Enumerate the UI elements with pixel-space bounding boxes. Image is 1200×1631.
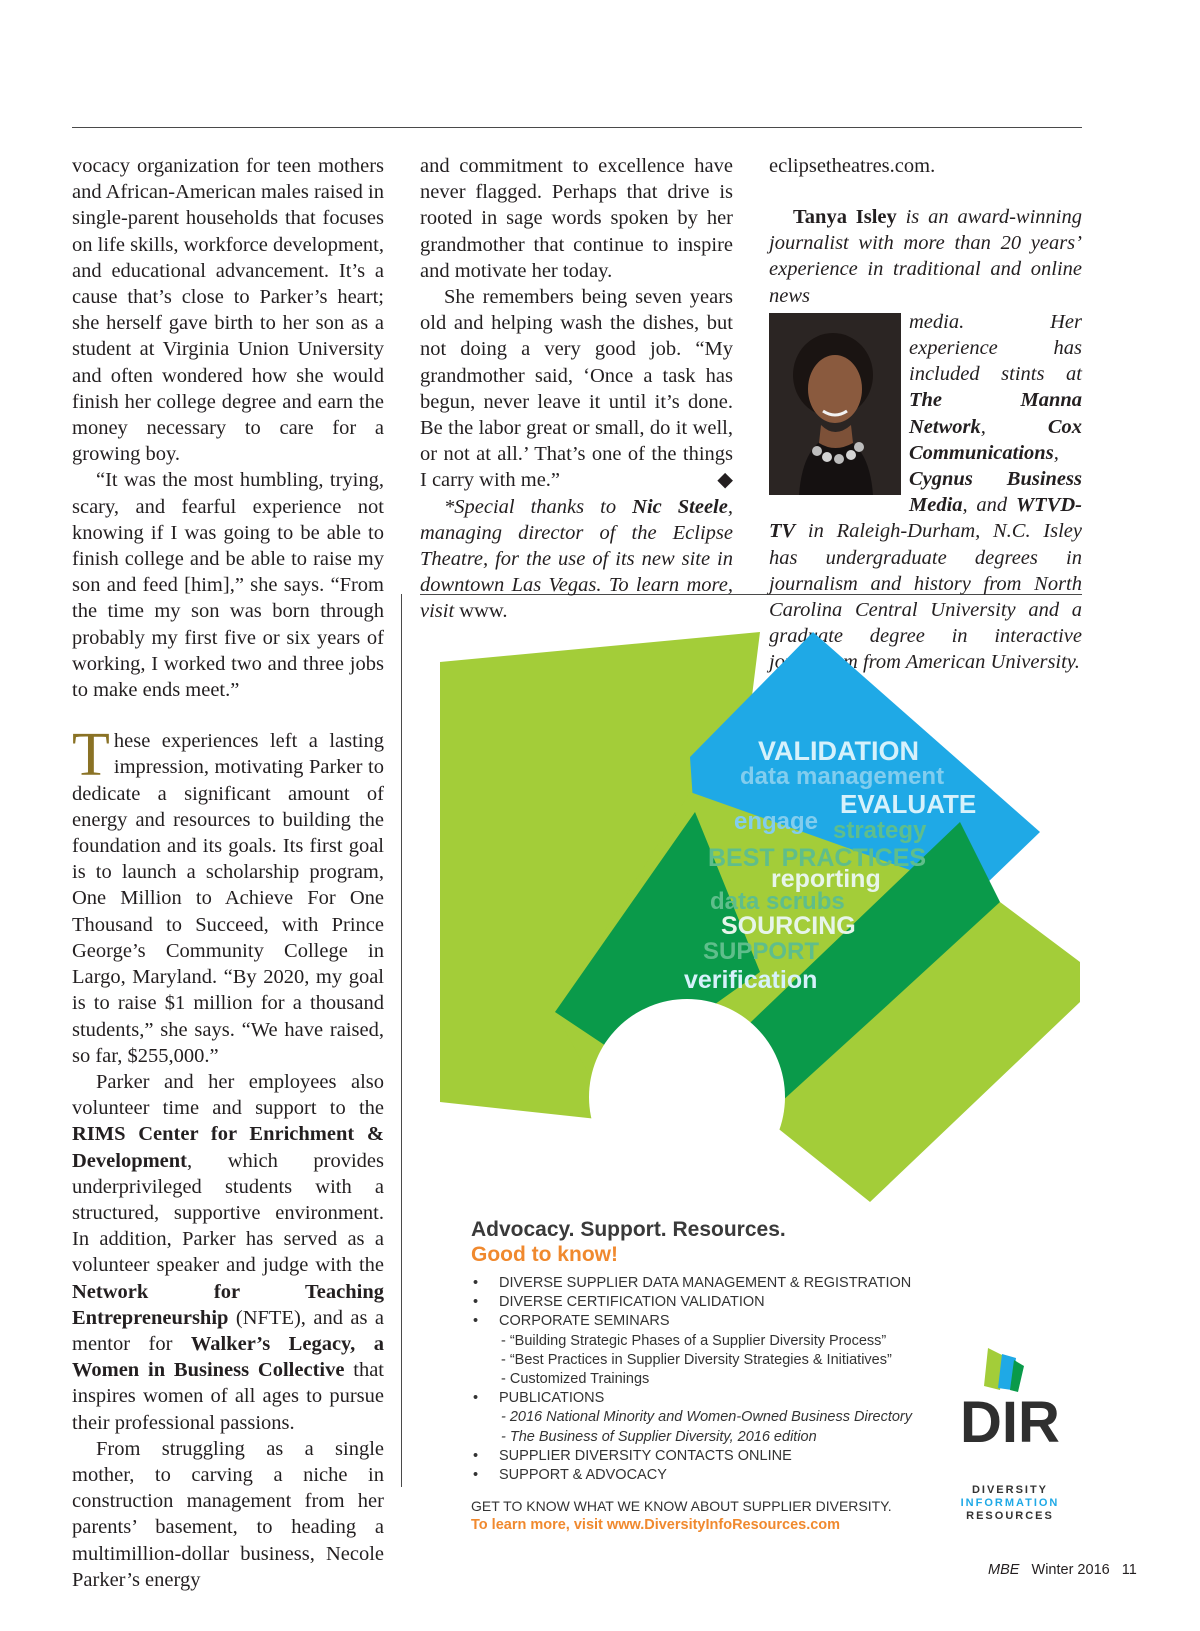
- ad-graphic: [440, 632, 1120, 1232]
- page-folio: [988, 1562, 1137, 1578]
- word-best-practices: BEST PRACTICES: [708, 844, 927, 872]
- col1-paragraph-3: These experiences left a lasting impression, motivating Parker to dedicate a significant amount of energy and resources to building the foundation and its goals. Its first goal is to launch a scholarship program, One Million to Achieve For One Thousand to Succeed, with Prince George’s Community College in Largo, Maryland. “By 2020, my goal is to raise $1 million for a thousand students,” she says. “We have raised, so far, $255,000.”: [72, 721, 384, 1067]
- col1-paragraph-4: Parker and her employees also volunteer time and support to the RIMS Center for Enrichment & Development, which provides underprivileged students with a structured, supportive environment. In addition, Parker has served as a volunteer speaker and judge with the Network for Teaching Entrepreneurship (NFTE), and as a mentor for Walker’s Legacy, a Women in Business Collective that inspires women of all ages to pursue their professional passions.: [72, 1070, 384, 1434]
- column-1: [72, 153, 384, 1593]
- list-item: • PUBLICATIONS: [471, 1389, 991, 1408]
- col1-paragraph-5: From struggling as a single mother, to carving a niche in construction management from her parents’ basement, to heading a multimillion-dollar business, Necole Parker’s energy: [72, 1437, 384, 1591]
- col1-paragraph-2: “It was the most humbling, trying, scary, and fearful experience not knowing if I was going to be able to finish college and be able to raise my son and feed [him],” she says. “From the time my son was born through probably my first five or six years of working, I worked two and three jobs to make ends meet.”: [72, 469, 384, 702]
- dir-logo-icon: [940, 1346, 1080, 1456]
- seminar-item: - Customized Trainings: [501, 1371, 650, 1388]
- publication-item: - 2016 National Minority and Women-Owned Business Directory: [501, 1409, 913, 1426]
- word-support: SUPPORT: [703, 938, 820, 965]
- dir-logo-name: DIVERSITY INFORMATION RESOURCES: [960, 1484, 1060, 1522]
- author-photo: [769, 313, 901, 495]
- col1-paragraph-1: vocacy organization for teen mothers and African-American males raised in single-parent households that focuses on life skills, workforce development, and educational advancement. It’s a cause that’s close to Parker’s heart; she herself gave birth to her son as a student at Virginia Union University and often wondered how she would finish her college degree and earn the money necessary to care for a growing boy.: [72, 155, 384, 466]
- column-divider: [401, 594, 402, 1487]
- thanks-note: *Special thanks to Nic Steele, managing director of the Eclipse Theatre, for the use of its new site in downtown Las Vegas. To learn more, visit www.: [420, 495, 733, 623]
- magazine-name: MBE: [988, 1562, 1020, 1578]
- page-number: 11: [1121, 1562, 1137, 1578]
- column-2: [420, 153, 733, 625]
- dir-mark: DIR: [960, 1390, 1060, 1455]
- seminar-item: - “Building Strategic Phases of a Supplier Diversity Process”: [501, 1332, 887, 1349]
- ad-subtitle: Good to know!: [471, 1243, 618, 1266]
- ad-title: Advocacy. Support. Resources.: [471, 1218, 786, 1241]
- eclipse-url: eclipsetheatres.com.: [769, 155, 936, 177]
- bio-remainder: media. Her experience has included stints at The Manna Network, Cox Communications, Cygnus Business Media, and WTVD-TV in Raleigh-Durham, N.C. Isley has undergraduate degrees in journalism and history from North Carolina Central University and a graduate degree in interactive journalism from American University.: [769, 310, 1082, 674]
- word-strategy: strategy: [833, 817, 927, 844]
- drop-cap: T: [72, 721, 110, 790]
- dir-advertisement: [440, 632, 1120, 1532]
- author-bio-text: Tanya Isley is an award-winning journalist with more than 20 years’ experience in traditional and online news media. Her experience has included stints at The Manna Network, Cox Communications, Cygnus Business Media, and WTVD-TV in Raleigh-Durham, N.C. Isley has undergraduate degrees in journalism and history from North Carolina Central University and a graduate degree in interactive journalism from American University.: [769, 204, 1082, 676]
- white-circle: [589, 999, 785, 1195]
- service-list: [471, 1274, 991, 1485]
- list-item: • SUPPLIER DIVERSITY CONTACTS ONLINE: [471, 1447, 991, 1466]
- list-item: • CORPORATE SEMINARS: [471, 1312, 991, 1331]
- word-data-scrubs: data scrubs: [710, 888, 845, 915]
- word-reporting: reporting: [771, 865, 881, 893]
- word-sourcing: SOURCING: [721, 912, 856, 940]
- top-rule: [72, 127, 1082, 128]
- word-evaluate: EVALUATE: [840, 789, 977, 819]
- list-item: • DIVERSE SUPPLIER DATA MANAGEMENT & REGISTRATION: [471, 1274, 991, 1293]
- seminar-item: - “Best Practices in Supplier Diversity Strategies & Initiatives”: [501, 1351, 892, 1368]
- word-data-management: data management: [740, 763, 945, 790]
- column-3: [769, 153, 1082, 179]
- publication-item: - The Business of Supplier Diversity, 2016 edition: [501, 1428, 817, 1445]
- issue-date: Winter 2016: [1031, 1562, 1110, 1578]
- col2-paragraph-1: and commitment to excellence have never flagged. Perhaps that drive is rooted in sage words spoken by her grandmother that continue to inspire and motivate her today.: [420, 155, 733, 282]
- ad-tagline: GET TO KNOW WHAT WE KNOW ABOUT SUPPLIER DIVERSITY.: [471, 1498, 892, 1514]
- author-portrait: [769, 313, 901, 495]
- end-mark-icon: ◆: [717, 469, 733, 492]
- col2-paragraph-2: She remembers being seven years old and helping wash the dishes, but not doing a very good job. “My grandmother said, ‘Once a task has begun, never leave it until it’s done. Be the labor great or small, do it well, or not at all.’ That’s one of the things I carry with me.” ◆: [420, 284, 733, 494]
- list-item: • DIVERSE CERTIFICATION VALIDATION: [471, 1293, 991, 1312]
- word-verification: verification: [684, 966, 818, 994]
- word-validation: VALIDATION: [758, 736, 919, 766]
- ad-link[interactable]: To learn more, visit www.DiversityInfoResources.com: [471, 1517, 841, 1533]
- word-engage: engage: [734, 808, 819, 835]
- list-item: • SUPPORT & ADVOCACY: [471, 1466, 991, 1485]
